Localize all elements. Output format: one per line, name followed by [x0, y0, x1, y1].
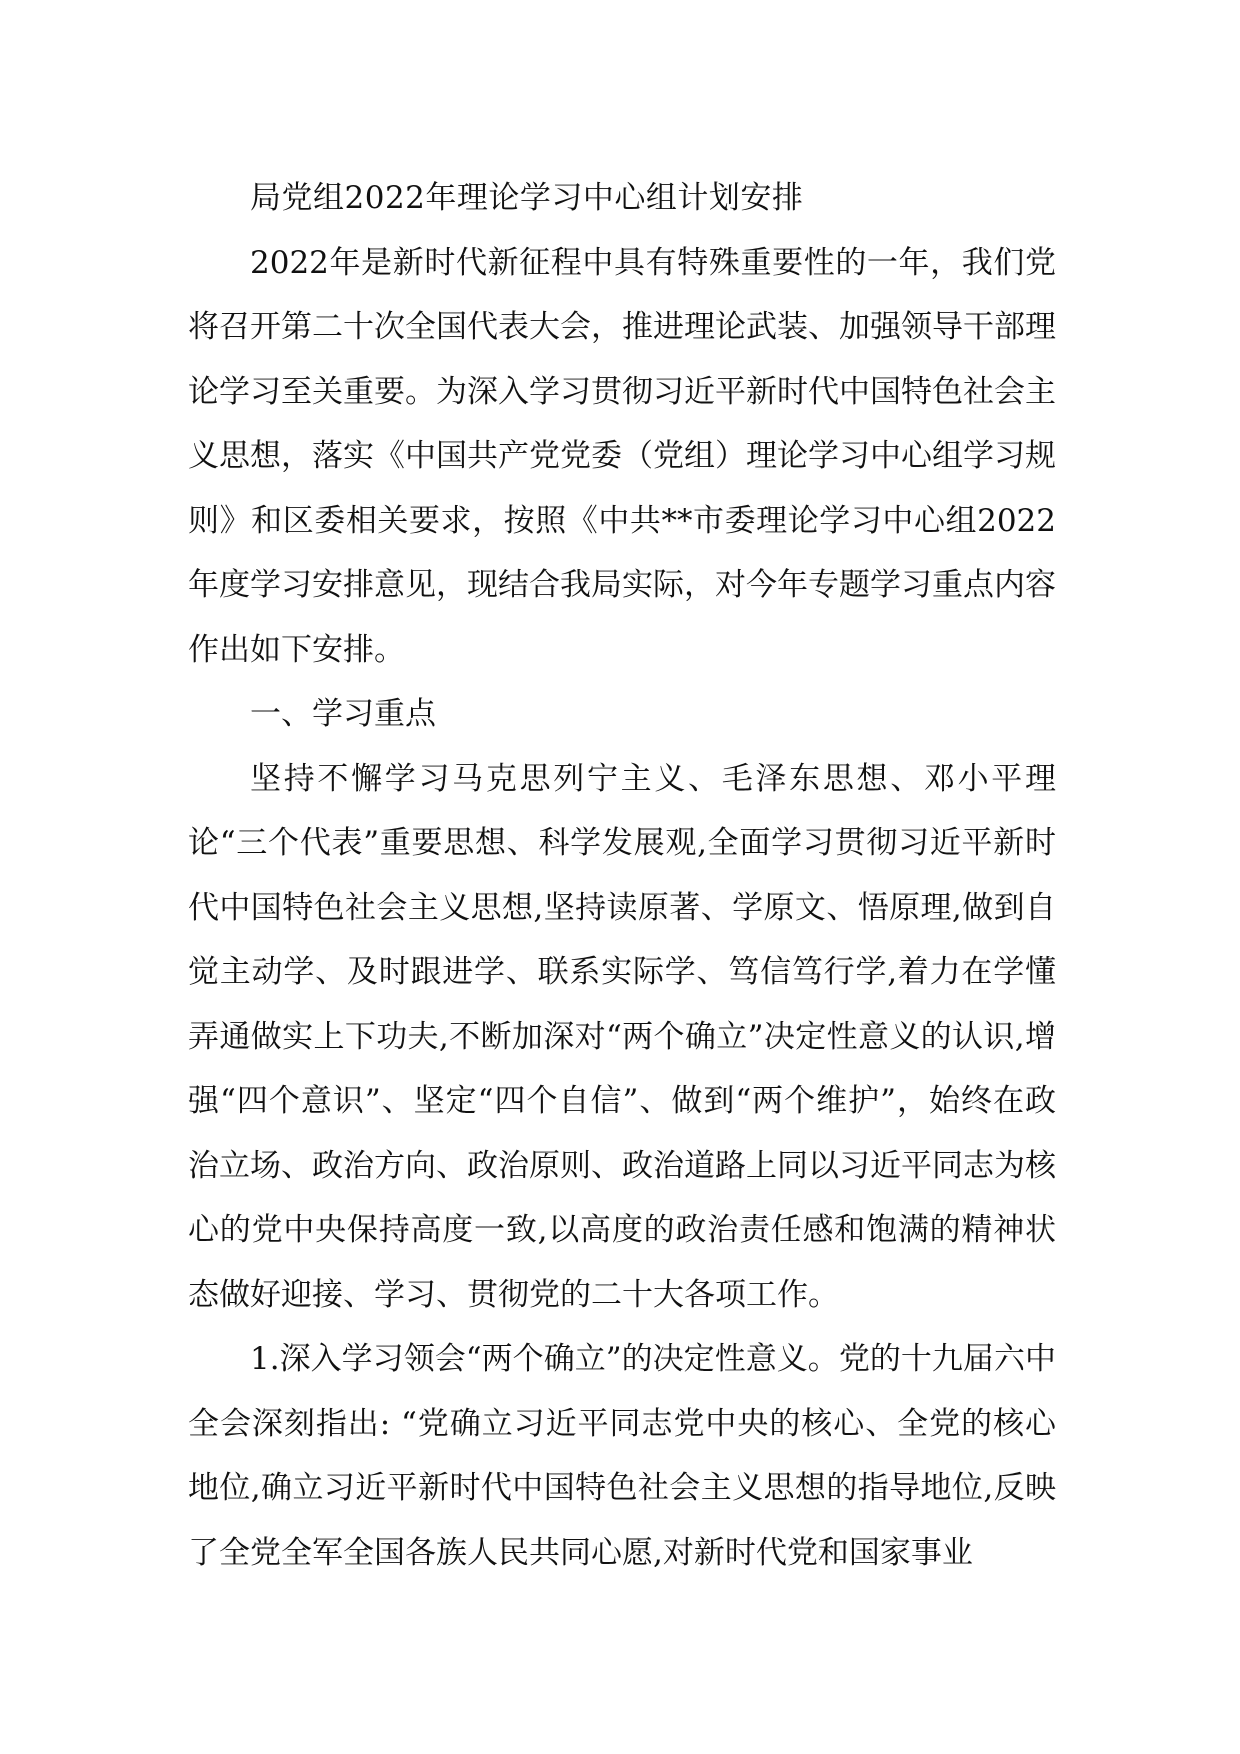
section-heading-study-focus: 一、学习重点	[250, 696, 436, 732]
document-title: 局党组2022年理论学习中心组计划安排	[250, 180, 804, 216]
paragraph-study-focus: 坚持不懈学习马克思列宁主义、毛泽东思想、邓小平理论“三个代表”重要思想、科学发展观,全面学习贯彻习近平新时代中国特色社会主义思想,坚持读原著、学原文、悟原理,做到自觉主动学、及时跟进学、联系实际学、笃信笃行学,着力在学懂弄通做实上下功夫,不断加深对“两个确立”决定性意义的认识,增强“四个意识”、坚定“四个自信”、做到“两个维护”，始终在政治立场、政治方向、政治原则、政治道路上同以习近平同志为核心的党中央保持高度一致,以高度的政治责任感和饱满的精神状态做好迎接、学习、贯彻党的二十大各项工作。	[188, 760, 1056, 1313]
paragraph-intro: 2022年是新时代新征程中具有特殊重要性的一年，我们党将召开第二十次全国代表大会，推进理论武装、加强领导干部理论学习至关重要。为深入学习贯彻习近平新时代中国特色社会主义思想，落实《中国共产党党委（党组）理论学习中心组学习规则》和区委相关要求，按照《中共**市委理论学习中心组2022年度学习安排意见，现结合我局实际，对今年专题学习重点内容作出如下安排。	[188, 244, 1056, 668]
document-body	[188, 166, 1056, 1585]
paragraph-item-1: 1.深入学习领会“两个确立”的决定性意义。党的十九届六中全会深刻指出: “党确立习近平同志党中央的核心、全党的核心地位,确立习近平新时代中国特色社会主义思想的指导地位,反映了全党全军全国各族人民共同心愿,对新时代党和国家事业	[188, 1341, 1056, 1571]
